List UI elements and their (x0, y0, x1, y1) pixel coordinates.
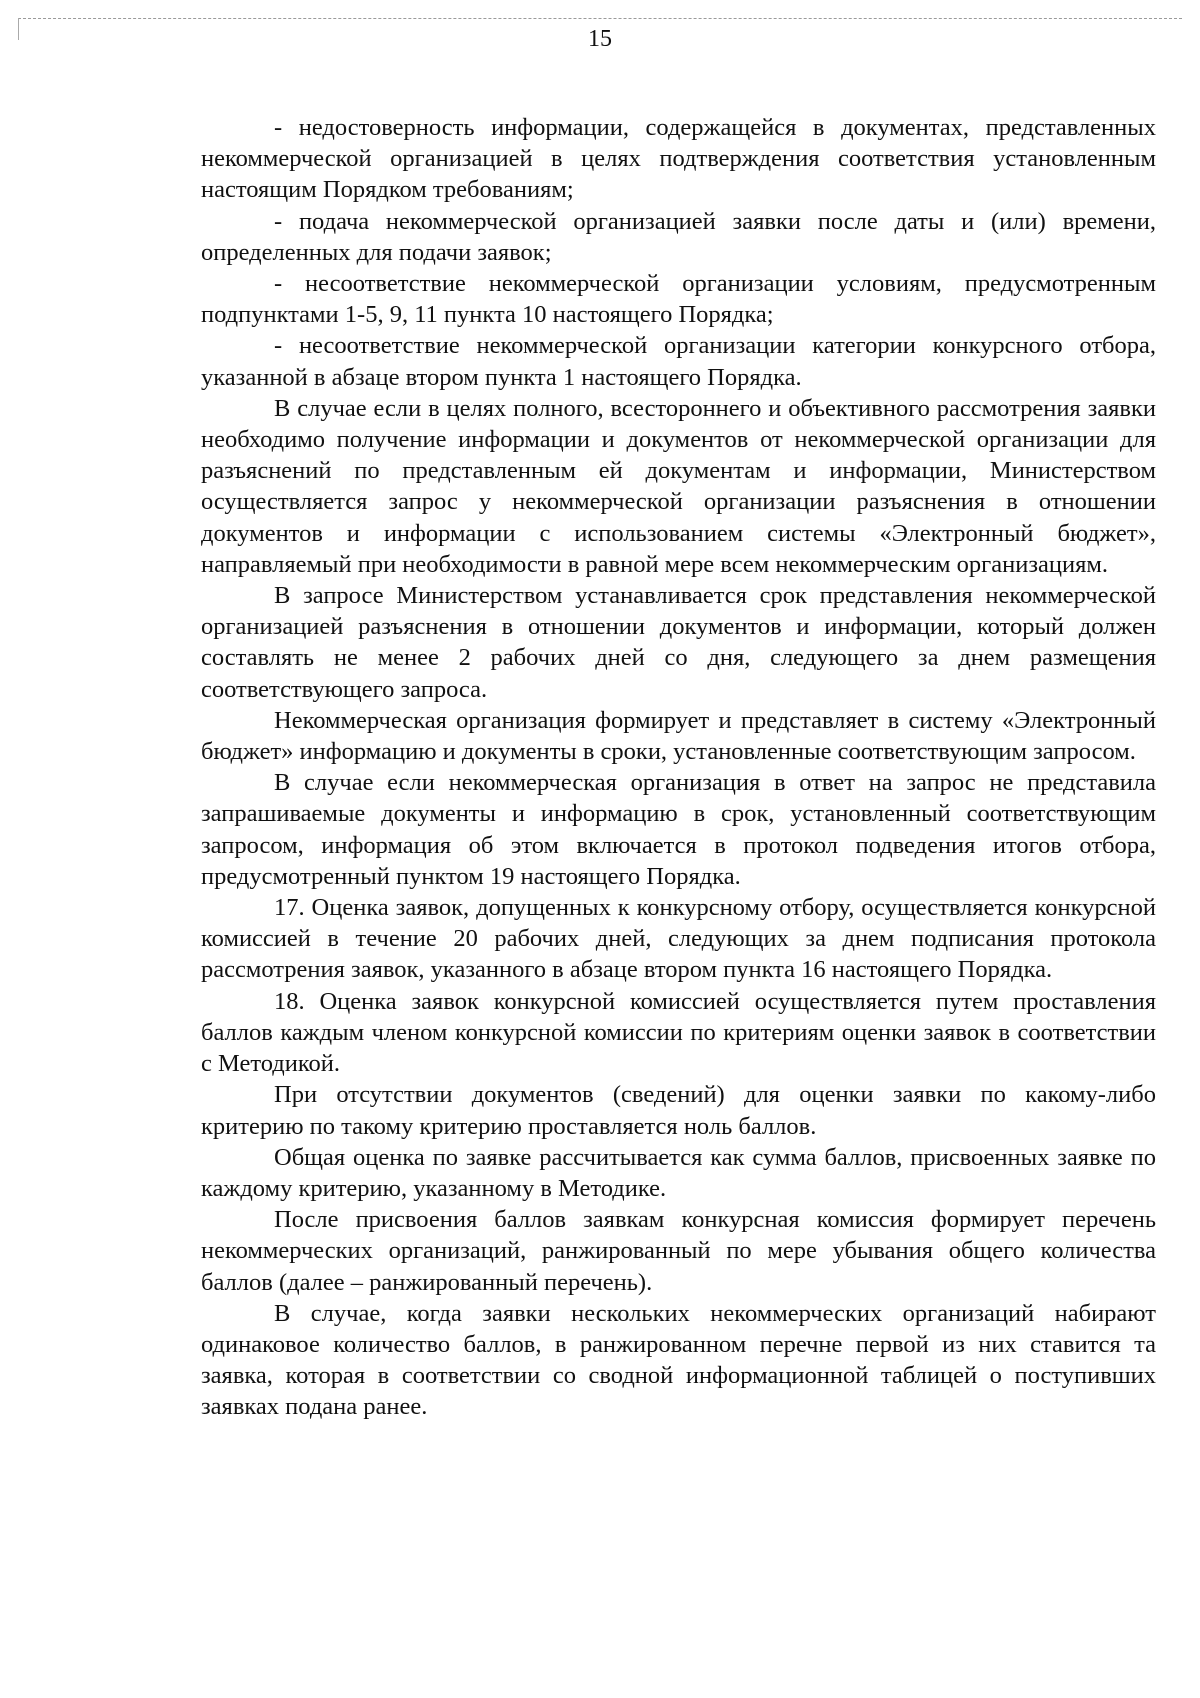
paragraph-tie-break: В случае, когда заявки нескольких некоммерческих организаций набирают одинаковое количество баллов, в ранжированном перечне первой из них ставится та заявка, которая в соответствии со сводной информационной таблицей о поступивших заявках подана ранее. (201, 1299, 1156, 1421)
paragraph-section-18: 18. Оценка заявок конкурсной комиссией осуществляется путем проставления баллов каждым членом конкурсной комиссии по критериям оценки заявок в соответствии с Методикой. (201, 987, 1156, 1078)
document-body (201, 112, 1156, 1423)
paragraph-bullet-late-submission: - подача некоммерческой организацией заявки после даты и (или) времени, определенных для подачи заявок; (201, 207, 1156, 266)
paragraph-bullet-conditions-mismatch: - несоответствие некоммерческой организации условиям, предусмотренным подпунктами 1-5, 9, 11 пункта 10 настоящего Порядка; (201, 270, 1156, 329)
paragraph-response-submission: Некоммерческая организация формирует и представляет в систему «Электронный бюджет» информацию и документы в сроки, установленные соответствующим запросом. (201, 706, 1156, 766)
scan-top-border (18, 18, 1182, 19)
paragraph-total-score: Общая оценка по заявке рассчитывается как сумма баллов, присвоенных заявке по каждому критерию, указанному в Методике. (201, 1143, 1156, 1202)
paragraph-bullet-category-mismatch: - несоответствие некоммерческой организации категории конкурсного отбора, указанной в абзаце втором пункта 1 настоящего Порядка. (201, 332, 1156, 391)
paragraph-zero-score: При отсутствии документов (сведений) для оценки заявки по какому-либо критерию по такому критерию проставляется ноль баллов. (201, 1081, 1156, 1140)
paragraph-no-response: В случае если некоммерческая организация в ответ на запрос не представила запрашиваемые документы и информацию в срок, установленный соответствующим запросом, информация об этом включается в протокол подведения итогов отбора, предусмотренный пунктом 19 настоящего Порядка. (201, 769, 1156, 890)
paragraph-bullet-unreliable-info: - недостоверность информации, содержащейся в документах, представленных некоммерческой организацией в целях подтверждения соответствия установленным настоящим Порядком требованиям; (201, 114, 1156, 204)
paragraph-section-17: 17. Оценка заявок, допущенных к конкурсному отбору, осуществляется конкурсной комиссией в течение 20 рабочих дней, следующих за днем подписания протокола рассмотрения заявок, указанного в абзаце втором пункта 16 настоящего Порядка. (201, 894, 1156, 984)
paragraph-clarification-request: В случае если в целях полного, всестороннего и объективного рассмотрения заявки необходимо получение информации и документов от некоммерческой организации для разъяснений по представленным ей документам и информации, Министерством осуществляется запрос у некоммерческой организации разъяснения в отношении документов и информации с использованием системы «Электронный бюджет», направляемый при необходимости в равной мере всем некоммерческим организациям. (201, 394, 1156, 578)
page-number: 15 (588, 26, 612, 52)
paragraph-ranked-list: После присвоения баллов заявкам конкурсная комиссия формирует перечень некоммерческих организаций, ранжированный по мере убывания общего количества баллов (далее – ранжированный перечень). (201, 1206, 1156, 1296)
paragraph-request-deadline: В запросе Министерством устанавливается срок представления некоммерческой организацией разъяснения в отношении документов и информации, который должен составлять не менее 2 рабочих дней со дня, следующего за днем размещения соответствующего запроса. (201, 582, 1156, 703)
